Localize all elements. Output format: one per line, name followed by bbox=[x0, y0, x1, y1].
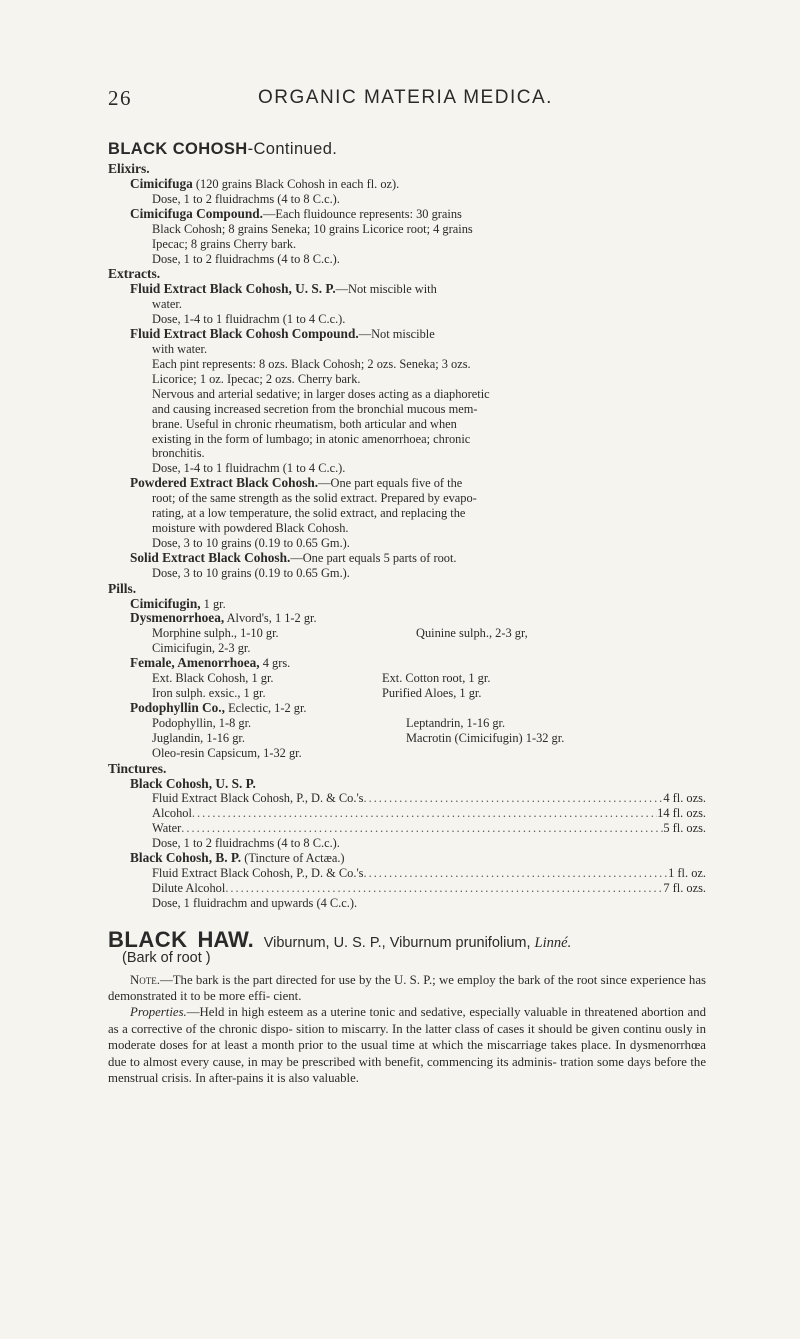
pills-heading: Pills. bbox=[108, 580, 137, 596]
elixirs-heading: Elixirs. bbox=[108, 161, 150, 176]
entry-line: Black Cohosh; 8 grains Seneka; 10 grains Licorice root; 4 grains bbox=[152, 221, 473, 236]
ingredient: Juglandin, 1-16 gr. bbox=[152, 730, 245, 745]
ingredient-row bbox=[152, 731, 706, 746]
entry-line: moisture with powdered Black Cohosh. bbox=[152, 520, 349, 535]
tinctures-heading: Tinctures. bbox=[108, 760, 167, 776]
entry-line: existing in the form of lumbago; in atonic amenorrhoea; chronic bbox=[152, 431, 471, 446]
entry-cimicifuga bbox=[130, 177, 706, 192]
page-number: 26 bbox=[108, 86, 132, 110]
entry-text: (120 grains Black Cohosh in each fl. oz). bbox=[192, 177, 400, 191]
formula-row bbox=[152, 791, 706, 806]
entry-cimicifuga-compound bbox=[130, 207, 706, 222]
formula-label: Water bbox=[152, 821, 182, 836]
entry-text: —One part equals 5 parts of root. bbox=[290, 550, 457, 565]
entry-line: Ipecac; 8 grains Cherry bark. bbox=[152, 236, 297, 251]
entry-dose: Dose, 1-4 to 1 fluidrachm (1 to 4 C.c.). bbox=[152, 461, 346, 476]
entry-text: —One part equals five of the bbox=[318, 476, 463, 491]
ingredient: Morphine sulph., 1-10 gr. bbox=[152, 626, 279, 641]
ingredient-row bbox=[152, 671, 706, 686]
entry-fluid-extract bbox=[130, 282, 706, 297]
ingredient-row bbox=[152, 716, 706, 731]
ingredient-row bbox=[152, 686, 706, 701]
formula-row bbox=[152, 821, 706, 836]
leader-dots bbox=[181, 821, 663, 836]
entry-line: rating, at a low temperature, the solid extract, and replacing the bbox=[152, 506, 466, 521]
formula-amount: 5 fl. ozs. bbox=[663, 821, 706, 836]
entry-dose: Dose, 1 to 2 fluidrachms (4 to 8 C.c.). bbox=[152, 251, 340, 266]
blackhaw-title bbox=[108, 926, 706, 952]
entry-title: Powdered Extract Black Cohosh. bbox=[130, 475, 319, 491]
properties-label: Properties. bbox=[130, 1005, 187, 1020]
entry-line: root; of the same strength as the solid extract. Prepared by evapo- bbox=[152, 491, 477, 506]
entry-dose: Dose, 3 to 10 grains (0.19 to 0.65 Gm.). bbox=[152, 535, 350, 550]
formula-amount: 4 fl. ozs. bbox=[663, 791, 706, 806]
entry-dose: Dose, 1 fluidrachm and upwards (4 C.c.). bbox=[152, 895, 358, 910]
entry-title: Cimicifuga bbox=[130, 176, 193, 191]
page-content bbox=[108, 140, 706, 1086]
ingredient: Iron sulph. exsic., 1 gr. bbox=[152, 686, 266, 700]
leader-dots bbox=[192, 806, 657, 821]
leader-dots bbox=[225, 881, 663, 896]
entry-line: bronchitis. bbox=[152, 446, 205, 461]
formula-label: Fluid Extract Black Cohosh, P., D. & Co.'s bbox=[152, 865, 364, 880]
entry-text: Alvord's, 1 1-2 gr. bbox=[224, 611, 317, 626]
entry-title: Cimicifugin, bbox=[130, 595, 201, 611]
ingredient: Quinine sulph., 2-3 gr, bbox=[416, 626, 528, 641]
ingredient: Ext. Cotton root, 1 gr. bbox=[382, 671, 491, 686]
entry-title: Cimicifuga Compound. bbox=[130, 205, 263, 221]
ingredient-row bbox=[152, 626, 706, 641]
entry-text: 1 gr. bbox=[200, 596, 226, 611]
blackhaw-synonyms bbox=[264, 936, 571, 951]
entry-dysmenorrhoea bbox=[130, 611, 706, 626]
entry-line: Licorice; 1 oz. Ipecac; 2 ozs. Cherry bark. bbox=[152, 371, 361, 386]
entry-line: Nervous and arterial sedative; in larger doses acting as a diaphoretic bbox=[152, 386, 490, 401]
formula-row bbox=[152, 866, 706, 881]
entry-text: —Not miscible bbox=[358, 327, 435, 342]
entry-text: Eclectic, 1-2 gr. bbox=[224, 700, 307, 715]
entry-line: with water. bbox=[152, 342, 208, 357]
formula-row bbox=[152, 881, 706, 896]
continued-label: -Continued. bbox=[247, 140, 338, 158]
entry-solid-extract bbox=[130, 551, 706, 566]
formula-label: Dilute Alcohol bbox=[152, 880, 226, 895]
extracts-heading: Extracts. bbox=[108, 266, 161, 282]
entry-dose: Dose, 1-4 to 1 fluidrachm (1 to 4 C.c.). bbox=[152, 312, 346, 327]
ingredient: Leptandrin, 1-16 gr. bbox=[406, 715, 506, 730]
entry-line: water. bbox=[152, 297, 182, 312]
entry-title: Black Cohosh, U. S. P. bbox=[130, 775, 256, 791]
formula-label: Fluid Extract Black Cohosh, P., D. & Co.'s bbox=[152, 791, 364, 806]
leader-dots bbox=[364, 791, 664, 806]
authority: Linné. bbox=[534, 934, 572, 951]
blackhaw-word2: HAW. bbox=[197, 926, 254, 952]
entry-dose: Dose, 3 to 10 grains (0.19 to 0.65 Gm.). bbox=[152, 565, 350, 580]
ingredient: Macrotin (Cimicifugin) 1-32 gr. bbox=[406, 730, 565, 745]
ingredient: Podophyllin, 1-8 gr. bbox=[152, 715, 252, 730]
note-text: —The bark is the part directed for use by the U. S. P.; we employ the bark of the root since experience has demonstrated it to be more effi- cient. bbox=[108, 972, 706, 1003]
leader-dots bbox=[364, 866, 669, 881]
blackhaw-word1: BLACK bbox=[108, 926, 188, 952]
entry-female-amenorrhoea bbox=[130, 656, 706, 671]
entry-title: Female, Amenorrhoea, bbox=[130, 655, 260, 671]
entry-cimicifugin bbox=[130, 597, 706, 612]
entry-line: Each pint represents: 8 ozs. Black Cohosh; 2 ozs. Seneka; 3 ozs. bbox=[152, 356, 471, 371]
formula-amount: 7 fl. ozs. bbox=[663, 880, 706, 895]
formula-amount: 14 fl. ozs. bbox=[657, 806, 706, 821]
entry-title: Solid Extract Black Cohosh. bbox=[130, 549, 291, 565]
running-title: ORGANIC MATERIA MEDICA. bbox=[258, 87, 553, 108]
formula-amount: 1 fl. oz. bbox=[668, 865, 706, 880]
entry-fluid-extract-compound bbox=[130, 327, 706, 342]
entry-line: brane. Useful in chronic rheumatism, both articular and when bbox=[152, 416, 457, 431]
blackhaw-part: (Bark of root ) bbox=[122, 949, 211, 966]
entry-tincture-bp bbox=[130, 851, 706, 866]
ingredient: Oleo-resin Capsicum, 1-32 gr. bbox=[152, 745, 302, 760]
entry-dose: Dose, 1 to 2 fluidrachms (4 to 8 C.c.). bbox=[152, 836, 340, 851]
entry-text: 4 grs. bbox=[259, 656, 291, 671]
note-label: Note. bbox=[130, 972, 160, 987]
entry-line: and causing increased secretion from the bronchial mucous mem- bbox=[152, 401, 478, 416]
entry-dose: Dose, 1 to 2 fluidrachms (4 to 8 C.c.). bbox=[152, 191, 340, 206]
entry-title: Fluid Extract Black Cohosh Compound. bbox=[130, 326, 359, 342]
ingredient: Ext. Black Cohosh, 1 gr. bbox=[152, 671, 274, 686]
synonyms-text: Viburnum, U. S. P., Viburnum prunifolium, bbox=[263, 934, 535, 951]
entry-text: —Not miscible with bbox=[335, 282, 437, 297]
entry-powdered-extract bbox=[130, 476, 706, 491]
section-title-text: BLACK COHOSH bbox=[108, 140, 248, 158]
entry-text: —Each fluidounce represents: 30 grains bbox=[263, 206, 462, 221]
entry-title: Dysmenorrhoea, bbox=[130, 610, 225, 626]
entry-podophyllin-co bbox=[130, 701, 706, 716]
properties-paragraph bbox=[108, 1004, 706, 1086]
ingredient: Purified Aloes, 1 gr. bbox=[382, 686, 482, 700]
entry-title: Fluid Extract Black Cohosh, U. S. P. bbox=[130, 281, 336, 297]
entry-title: Podophyllin Co., bbox=[130, 699, 225, 715]
entry-tincture-usp bbox=[130, 777, 706, 792]
formula-label: Alcohol bbox=[152, 806, 192, 821]
properties-text: —Held in high esteem as a uterine tonic and sedative, especially valuable in threatened abortion and as a corrective of the chronic dispo- sition to miscarry. In the latter class of cases it should be given continu ously in moderate doses for at least a month prior to the usual time at which the miscarriage takes place. In dysmenorrhœa due to almost every cause, in may be prescribed with benefit, commencing its adminis- tration some days before the menstrual crisis. In after-pains it is also valuable. bbox=[108, 1005, 706, 1085]
formula-row bbox=[152, 806, 706, 821]
entry-title: Black Cohosh, B. P. bbox=[130, 850, 242, 866]
ingredient: Cimicifugin, 2-3 gr. bbox=[152, 641, 251, 656]
note-paragraph bbox=[108, 972, 706, 1005]
section-title bbox=[108, 140, 706, 158]
entry-text: (Tincture of Actæa.) bbox=[241, 851, 345, 866]
